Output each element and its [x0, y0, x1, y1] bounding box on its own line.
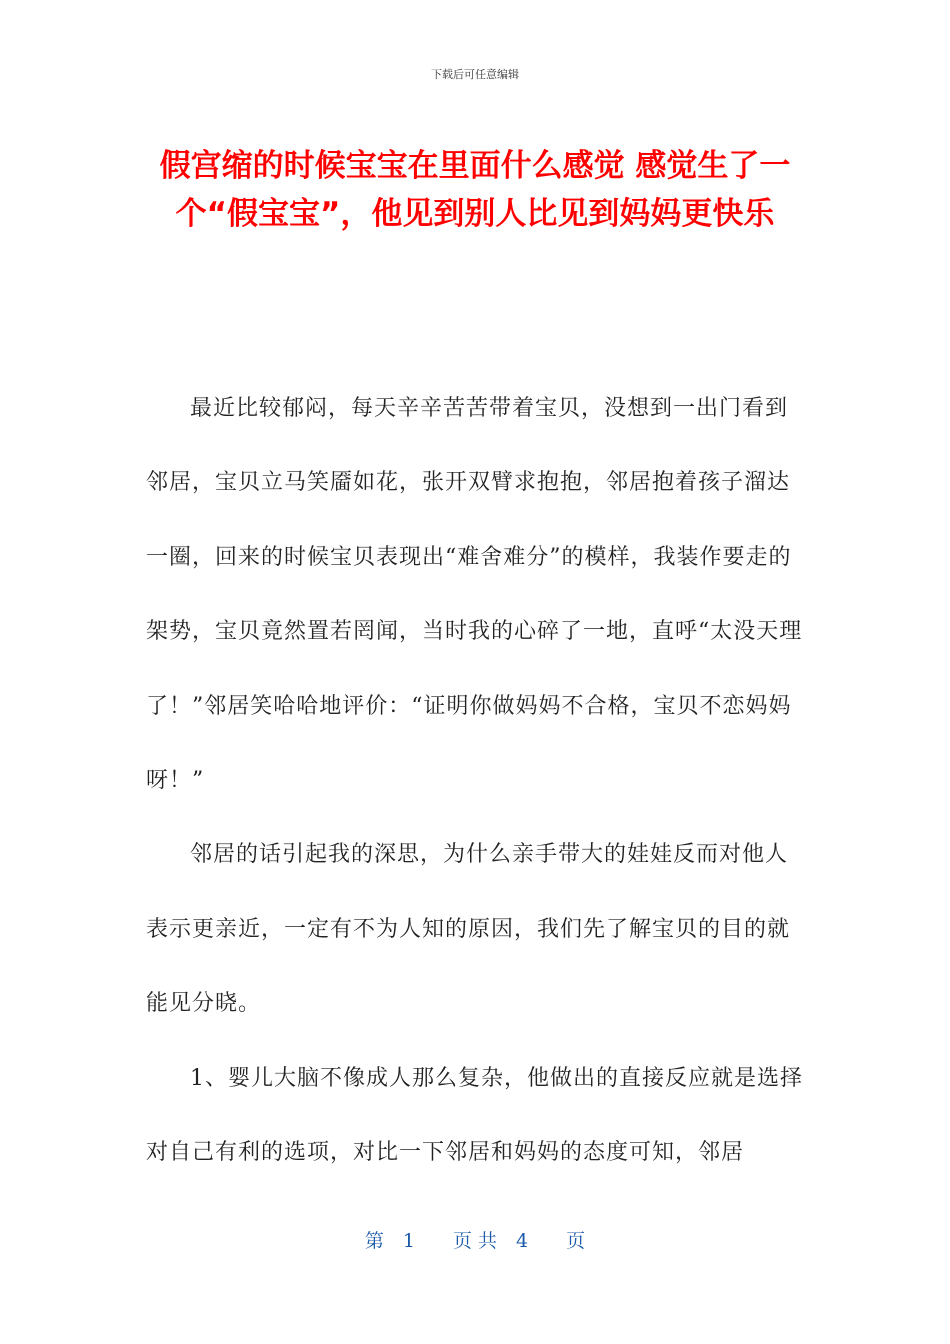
document-title: 假宫缩的时候宝宝在里面什么感觉 感觉生了一个“假宝宝”，他见到别人比见到妈妈更快乐 — [159, 148, 791, 232]
paragraph: 最近比较郁闷，每天辛辛苦苦带着宝贝，没想到一出门看到邻居，宝贝立马笑靥如花，张开双臂求抱抱，邻居抱着孩子溜达一圈，回来的时候宝贝表现出“难舍难分”的模样，我装作要走的架势，宝贝竟然置若罔闻，当时我的心碎了一地，直呼“太没天理了！”邻居笑哈哈地评价：“证明你做妈妈不合格，宝贝不恋妈妈呀！” — [146, 396, 803, 794]
document-body — [146, 372, 804, 1190]
header-note: 下载后可任意编辑 — [431, 68, 519, 81]
paragraph: 邻居的话引起我的深思，为什么亲手带大的娃娃反而对他人表示更亲近，一定有不为人知的原因，我们先了解宝贝的目的就能见分晓。 — [146, 842, 791, 1017]
page-footer: 第 1 页 共 4 页 — [364, 1230, 586, 1252]
paragraph: 1、婴儿大脑不像成人那么复杂，他做出的直接反应就是选择对自己有利的选项，对比一下邻居和妈妈的态度可知，邻居 — [146, 1065, 803, 1166]
